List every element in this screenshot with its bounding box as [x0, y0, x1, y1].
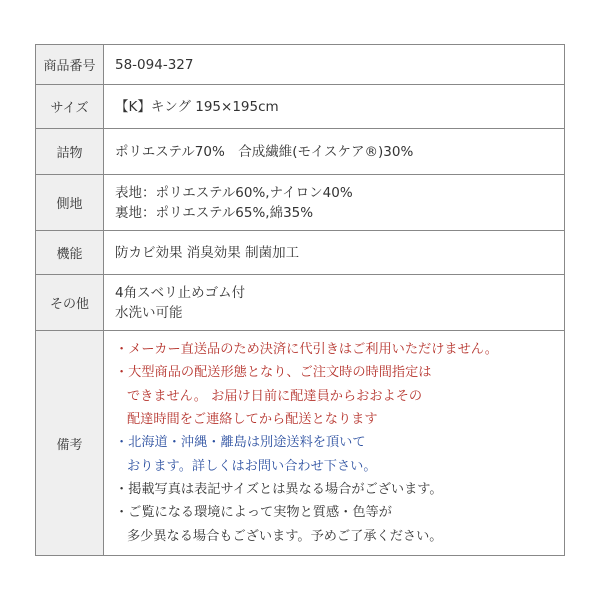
value-function [104, 231, 565, 275]
value-line: 表地：ポリエステル60%,ナイロン40% [115, 184, 353, 201]
label-filling: 詰物 [36, 129, 104, 175]
row-filling [36, 129, 565, 175]
value-size [104, 85, 565, 129]
notes-list [104, 331, 565, 556]
label-notes: 備考 [36, 331, 104, 556]
note-line: ・メーカー直送品のため決済に代引きはご利用いただけません。 [115, 342, 498, 358]
value-filling [104, 129, 565, 175]
note-line: ・大型商品の配送形態となり、ご注文時の時間指定は [115, 365, 432, 381]
value-line: 58-094-327 [115, 56, 194, 73]
note-line: 配達時間をご連絡してから配送となります [127, 412, 378, 428]
label-fabric: 側地 [36, 175, 104, 231]
row-other [36, 275, 565, 331]
note-line: ・北海道・沖縄・離島は別途送料を頂いて [115, 435, 366, 451]
row-product-number [36, 45, 565, 85]
value-line: 裏地：ポリエステル65%,綿35% [115, 204, 314, 221]
value-line: 水洗い可能 [115, 304, 183, 321]
note-line: できません。 お届け日前に配達員からおおよその [127, 388, 423, 404]
row-notes [36, 331, 565, 556]
value-product-number [104, 45, 565, 85]
value-line: 【K】キング 195×195cm [115, 98, 279, 115]
row-fabric [36, 175, 565, 231]
note-line: おります。詳しくはお問い合わせ下さい。 [127, 458, 377, 474]
label-other: その他 [36, 275, 104, 331]
label-product-number: 商品番号 [36, 45, 104, 85]
value-line: ポリエステル70% 合成繊維(モイスケア®)30% [115, 143, 414, 160]
note-line: 多少異なる場合もございます。予めご了承ください。 [127, 528, 443, 544]
note-line: ・ご覧になる環境によって実物と質感・色等が [115, 505, 392, 521]
value-fabric [104, 175, 565, 231]
note-line: ・掲載写真は表記サイズとは異なる場合がございます。 [115, 481, 443, 497]
spec-table [35, 44, 565, 556]
value-line: 防カビ効果 消臭効果 制菌加工 [115, 244, 300, 261]
label-function: 機能 [36, 231, 104, 275]
row-function [36, 231, 565, 275]
label-size: サイズ [36, 85, 104, 129]
row-size [36, 85, 565, 129]
value-other [104, 275, 565, 331]
value-line: 4角スベリ止めゴム付 [115, 284, 246, 301]
